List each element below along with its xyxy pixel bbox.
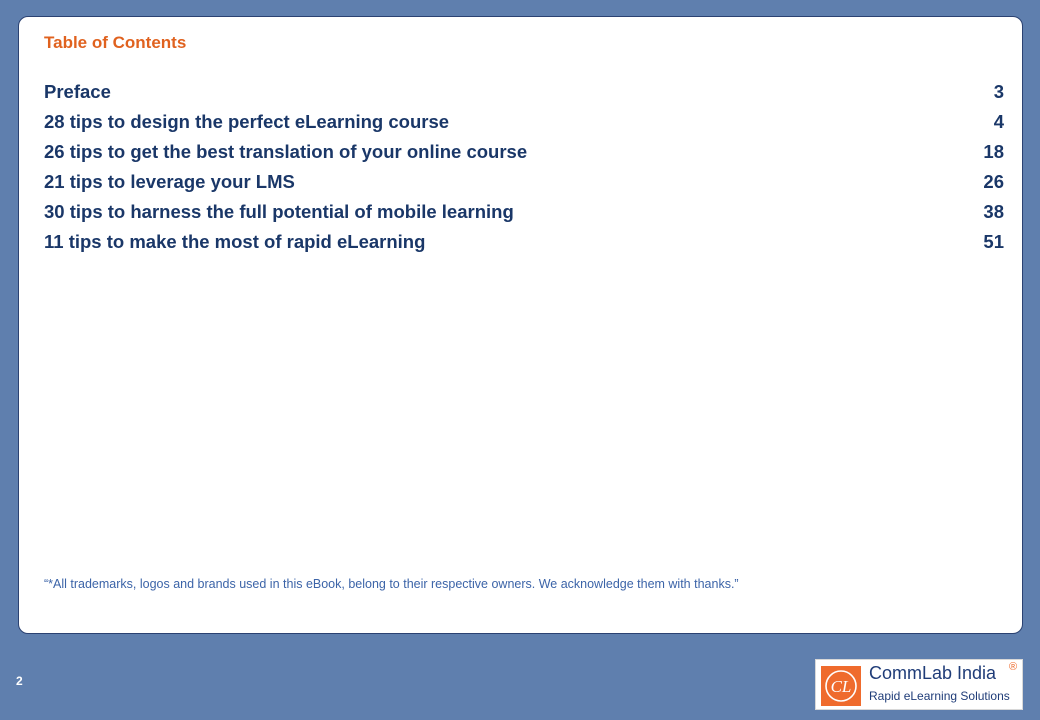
toc-entry-preface[interactable] xyxy=(44,77,1004,107)
logo-mark-text: CL xyxy=(830,677,852,696)
toc-entry-page: 3 xyxy=(993,81,1004,102)
toc-entry-page: 26 xyxy=(983,171,1004,192)
toc-entry-page: 18 xyxy=(983,141,1004,162)
trademark-footnote: “*All trademarks, logos and brands used in this eBook, belong to their respective owners. We acknowledge them with thanks.” xyxy=(44,577,739,591)
cl-logo-icon xyxy=(821,666,861,706)
page-number: 2 xyxy=(16,674,23,688)
toc-entry-design-course[interactable] xyxy=(44,107,1004,137)
toc-entry-title: 21 tips to leverage your LMS xyxy=(44,171,295,192)
toc-entry-mobile-learning[interactable] xyxy=(44,197,1004,227)
logo-name: CommLab India xyxy=(869,663,997,683)
toc-entry-title: 28 tips to design the perfect eLearning course xyxy=(44,111,450,132)
toc-entry-page: 38 xyxy=(983,201,1004,222)
logo-tagline: Rapid eLearning Solutions xyxy=(869,689,1010,703)
content-card xyxy=(18,16,1023,634)
toc-list xyxy=(44,77,1004,257)
toc-entry-rapid-elearning[interactable] xyxy=(44,227,1004,257)
toc-entry-title: 26 tips to get the best translation of your online course xyxy=(44,141,528,162)
registered-mark: ® xyxy=(1009,661,1018,673)
toc-entry-page: 51 xyxy=(983,231,1004,252)
toc-entry-page: 4 xyxy=(993,111,1004,132)
toc-entry-title: 11 tips to make the most of rapid eLearning xyxy=(44,231,426,252)
toc-entry-title: 30 tips to harness the full potential of mobile learning xyxy=(44,201,514,222)
toc-entry-lms[interactable] xyxy=(44,167,1004,197)
toc-entry-translation[interactable] xyxy=(44,137,1004,167)
toc-entry-title: Preface xyxy=(44,81,111,102)
commlab-logo xyxy=(815,659,1023,710)
toc-heading: Table of Contents xyxy=(44,33,187,52)
